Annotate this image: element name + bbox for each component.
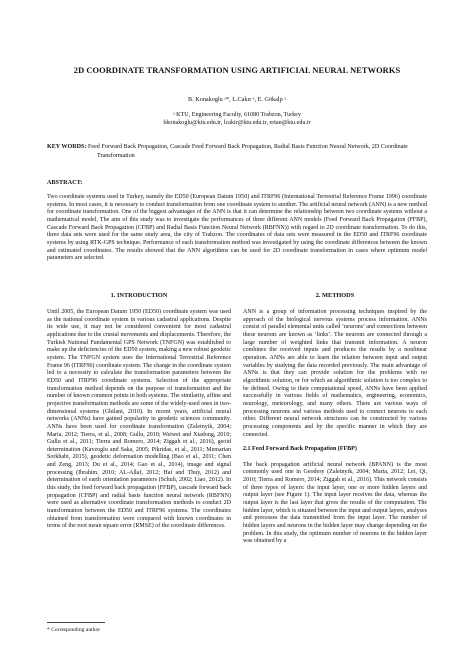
- methods-heading: 2. METHODS: [315, 292, 355, 299]
- affiliation-block: [40, 111, 434, 127]
- ffbp-text: The back propagation artificial neural network (BPANN) is the most commonly used one in Geodesy (Zaletnyik, 2004; Maria, 2012; Lei, Qi, 2010; Tierra and Romero, 2014; Ziggah et al., 2016). This network consists of three types of layers: the input layer, one or more hidden layers and output layer (see Figure 1). The input layer receives the data, whereas the output layer is the last layer that gives the results of the computation. The hidden layer, which is situated between the input and output layers, analyses and processes the data transmitted from the input layer. The number of hidden layers and neurons in the hidden layer may change depending on the problem. In this study, the optimum number of neurons in the hidden layer was obtained by a: [243, 461, 427, 545]
- author-list: B. Konakoglu ᵃ*, L.Cakır ᵃ, E. Gökalp ᵃ: [188, 96, 286, 103]
- affiliation-line: ᵃ KTU, Engineering Faculty, 61080 Trabzon, Turkey: [172, 112, 302, 118]
- introduction-text: Until 2005, the European Datum 1950 (ED50) coordinate system was used as the national coordinate system in various cadastral applications. Despite its wide use, it may not be considered convenient for most cadastral applications due to the crustal movements and displacements. Therefore, the Turkish National Fundamental GPS Network (TNFGN) was established to make up the deficiencies of the ED50 system, making a new robust geodetic system. The TNFGN system uses the International Terrestrial Reference Frame 96 (ITRF96) coordinate system. The change in the coordinate system led to a necessity to calculate the transformation parameters between the ED50 and ITRF96 coordinate systems. Selection of the appropriate transformation method depends on the purpose of transformation and the number of known common points in both systems. The similarity, affine and projective transformation methods are some of the widely-used ones in two-dimensional systems (Ghilani, 2010). In recent years, artificial neural networks (ANNs) have gained popularity in geodetic sciences community. ANNs have been used for coordinate transformation (Zaletnyik, 2004; Maria, 2012; Tierra, et al., 2008; Gullu, 2010; Weiwei and Xiadong, 2010; Gullu et al., 2011; Tierra and Romero, 2014; Ziggah et al., 2016), geoid determination (Kavzoglu and Saka, 2005; Pikridas, et al., 2011; Memarian Sorkhabi, 2015), geodetic deformation modelling (Bao et al., 2011; Chen and Zeng, 2013; Du et al., 2014; Gao et al., 2014), image and signal processing (Ibrahim, 2010; AL-Allaf, 2012; Hai and Thuy, 2012) and determination of earth orientation parameters (Schuh, 2002; Liao, 2012). In this study, the feed forward back propagation (FFBP), cascade forward back propagation (CFBP) and radial basis function neural network (RBFNN) were used as alternative coordinate transformation methods to conduct 2D transformation between the ED50 and ITRF96 systems. The coordinates obtained from transformation were compared with known coordinates in terms of the root mean square error (RMSE) of the coordinate differences.: [47, 309, 232, 530]
- abstract-heading: ABSTRACT:: [47, 179, 83, 186]
- keywords-text: Feed Forward Back Propagation, Cascade Feed Forward Back Propagation, Radial Basis Function Neural Network, 2D Coordinate Transformation: [87, 144, 408, 159]
- methods-text: ANN is a group of information processing techniques inspired by the approach of the biological nervous systems process information. ANNs consist of parallel elemental units called ‘neurons’ and connections between these neurons are known as ‘links’. The neurons are connected through a large number of weighted links that transmit information. A neuron combines the received inputs and produces the results by a nonlinear operation. ANNs are able to learn the relation between input and output variables by studying the data recorded previously. The main advantage of ANNs is that they can provide solution for the problems with no algorithmic solution, or for which an algorithmic solution is too complex to be defined. Owing to their computational speed, ANNs have been applied successfully in various fields of mathematics, engineering, economics, neurology, meteorology, and many others. There are various ways of processing neurons and various methods used to connect neurons to each other. Different neural network structures can be constructed by various processing components and by the specific manner in which they are connected.: [243, 309, 427, 438]
- methods-column: [243, 309, 427, 546]
- introduction-column: [47, 309, 231, 531]
- keywords-label: KEY WORDS:: [47, 144, 87, 150]
- introduction-heading: 1. INTRODUCTION: [110, 292, 168, 299]
- keywords-block: [47, 143, 427, 160]
- paper-title: 2D COORDINATE TRANSFORMATION USING ARTIFICIAL NEURAL NETWORKS: [73, 66, 401, 75]
- abstract-text: Two coordinate systems used in Turkey, namely the ED50 (European Datum 1950) and ITRF96 (International Terrestrial Reference Frame 1996) coordinate systems. In most cases, it is necessary to conduct transformation from one coordinate system to another. The artificial neural network (ANN) is a new method for coordinate transformation. One of the biggest advantages of the ANN is that it can determine the relationship between two coordinate systems without a mathematical model. The aim of this study was to investigate the performances of three different ANN models (Feed Forward Back Propagation (FFBP), Cascade Forward Back Propagation (CFBP) and Radial Basis Function Neural Network (RBFNN)) with regard to 2D coordinate transformation. To do this, three data sets were used for the same study area, the city of Trabzon. The coordinates of data sets were measured in the ED50 and ITRF96 coordinate systems by using RTK-GPS technique. Performance of each transformation method was investigated by using the coordinate differences between the known and estimated coordinates. The results showed that the ANN algorithms can be used for 2D coordinate transformation in cases where optimum model parameters are selected.: [47, 194, 427, 262]
- author-emails: bkonakoglu@ktu.edu.tr, lcakir@ktu.edu.tr, ertan@ktu.edu.tr: [163, 120, 311, 126]
- ffbp-subheading: 2.1 Feed Forward Back Propagation (FFBP): [243, 446, 357, 453]
- footnote-divider: [47, 622, 105, 623]
- footnote: * Corresponding author: [47, 627, 101, 633]
